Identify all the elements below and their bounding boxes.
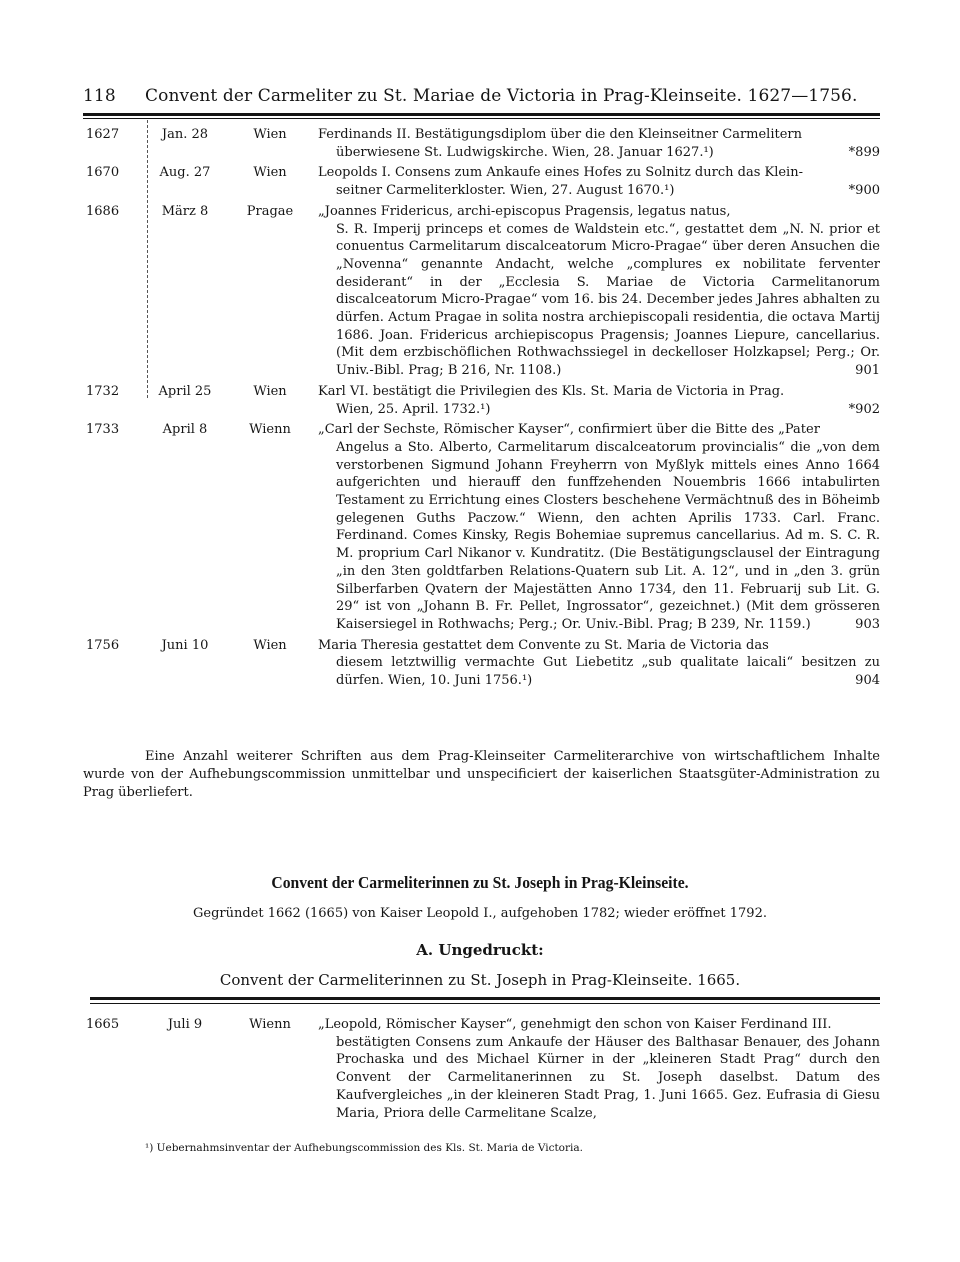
entry-number: *902 bbox=[848, 401, 880, 417]
entry-first-line: „Joannes Fridericus, archi-episcopus Pragensis, legatus natus, bbox=[318, 203, 731, 219]
entry-first-line: „Leopold, Römischer Kayser“, genehmigt den schon von Kaiser Ferdinand III. bbox=[318, 1017, 832, 1032]
entry-first-line: „Carl der Sechste, Römischer Kayser“, confirmiert über die Bitte des „Pater bbox=[318, 422, 820, 438]
section-title: Convent der Carmeliterinnen zu St. Joseph in Prag-Kleinseite. bbox=[271, 873, 689, 892]
entry-continuation: Wien, 25. April. 1732.¹) bbox=[336, 401, 491, 417]
entry-year: 1686 bbox=[86, 203, 120, 219]
entry-date: März 8 bbox=[161, 203, 209, 219]
regest-entry bbox=[80, 126, 880, 161]
entry-number: 903 bbox=[855, 616, 880, 632]
header-rule-thick bbox=[83, 113, 880, 116]
section-rule-thin bbox=[90, 1003, 880, 1004]
regest-entry bbox=[80, 383, 880, 418]
regest-entry bbox=[80, 637, 880, 690]
entry-text bbox=[310, 164, 880, 199]
entry-date: Jan. 28 bbox=[161, 127, 209, 142]
entry-place: Wienn bbox=[249, 1017, 291, 1032]
regest-list bbox=[80, 126, 880, 693]
entry-first-line: Maria Theresia gestattet dem Convente zu St. Maria de Victoria das bbox=[318, 637, 769, 653]
entry-number: 904 bbox=[855, 673, 880, 689]
running-title: Convent der Carmeliter zu St. Mariae de Victoria in Prag-Kleinseite. 1627—1756. bbox=[145, 86, 858, 106]
entry-first-line: Karl VI. bestätigt die Privilegien des Kls. St. Maria de Victoria in Prag. bbox=[318, 383, 785, 399]
entry-text bbox=[310, 1016, 880, 1122]
entry-date: April 8 bbox=[162, 422, 208, 438]
footnote: ¹) Uebernahmsinventar der Aufhebungscommission des Kls. St. Maria de Victoria. bbox=[145, 1142, 583, 1154]
entry-text bbox=[310, 126, 880, 161]
header-rule-thin bbox=[83, 118, 880, 119]
entry-place: Wienn bbox=[249, 422, 291, 438]
entry-place: Wien bbox=[253, 383, 287, 399]
entry-date: Juni 10 bbox=[161, 637, 209, 653]
entry-place: Wien bbox=[253, 165, 287, 181]
regest-entry bbox=[80, 1016, 880, 1122]
regest-list-2 bbox=[80, 1016, 880, 1125]
entry-text bbox=[310, 421, 880, 633]
entry-date: April 25 bbox=[158, 383, 212, 399]
running-head bbox=[83, 86, 883, 106]
entry-continuation: Angelus a Sto. Alberto, Carmelitarum discalceatorum provincialis“ die „von dem verstorbenen Sigmund Johann Freyherrn von Myßlyk mittels eines Anno 1664 aufgerichten und hierauff den funffzehenden Nouembris 1666 intabulirten Testament zu Errichtung eines Closters beschehene Vermächtnuß des in Böheimb gelegenen Guths Paczow.“ Wienn, den achten Aprilis 1733. Carl. Franc. Ferdinand. Comes Kinsky, Regis Bohemiae supremus cancellarius. Ad m. S. C. R. M. proprium Carl Nikanor v. Kundratitz. (Die Bestätigungsclausel der Eintragung „in den 3ten goldtfarben Relations-Quatern sub Lit. A. 12“, und in „den 3. grün Silberfarben Qvatern der Majestätten Anno 1734, den 11. Februarij sub Lit. G. 29“ ist von „Johann B. Fr. Pellet, Ingrossator“, gezeichnet.) (Mit dem grösseren Kaisersiegel in Rothwachs; Perg.; Or. Univ.-Bibl. Prag; B 239, Nr. 1159.) bbox=[336, 439, 880, 632]
page-number: 118 bbox=[83, 86, 116, 106]
entry-first-line: Ferdinands II. Bestätigungsdiplom über die den Kleinseitner Carmelitern bbox=[318, 127, 802, 142]
entry-continuation: S. R. Imperij princeps et comes de Waldstein etc.“, gestattet dem „N. N. prior et conuentus Carmelitarum discalceatorum Micro-Pragae“ über deren Ansuchen die „Novenna“ genannte Andacht, welche „complures ex nobilitate ferventer desiderant“ in der „Ecclesia S. Mariae de Victoria Carmelitanorum discalceatorum Micro-Pragae“ vom 16. bis 24. December jedes Jahres abhalten zu dürfen. Actum Pragae in solita nostra archiepiscopali residentia, die octava Martij 1686. Joan. Fridericus archiepiscopus Pragensis; Joannes Liepure, cancellarius. (Mit dem erzbischöflichen Rothwachssiegel in deckelloser Holzkapsel; Perg.; Or. Univ.-Bibl. Prag; B 216, Nr. 1108.) bbox=[336, 221, 880, 379]
section-rule-thick bbox=[90, 997, 880, 1000]
regest-entry bbox=[80, 203, 880, 380]
entry-continuation: bestätigten Consens zum Ankaufe der Häuser des Balthasar Benauer, des Johann Prochaska und des Michael Kürner in der „kleineren Stadt Prag“ durch den Convent der Carmelitanerinnen zu St. Joseph daselbst. Datum des Kaufvergleiches „in der kleineren Stadt Prag, 1. Juni 1665. Gez. Eufrasia di Giesu Maria, Priora delle Carmelitane Scalze, bbox=[336, 1034, 880, 1121]
entry-year: 1732 bbox=[86, 383, 120, 399]
entry-place: Pragae bbox=[246, 203, 294, 219]
entry-number: 901 bbox=[855, 363, 880, 379]
entry-text bbox=[310, 203, 880, 380]
entry-continuation: überwiesene St. Ludwigskirche. Wien, 28. Januar 1627.¹) bbox=[336, 144, 714, 160]
entry-continuation: seitner Carmeliterkloster. Wien, 27. August 1670.¹) bbox=[336, 183, 675, 199]
section-subtitle: Gegründet 1662 (1665) von Kaiser Leopold I., aufgehoben 1782; wieder eröffnet 1792. bbox=[193, 906, 767, 921]
entry-first-line: Leopolds I. Consens zum Ankaufe eines Hofes zu Solnitz durch das Klein- bbox=[318, 165, 803, 181]
entry-year: 1665 bbox=[86, 1017, 120, 1032]
section-part-heading: A. Ungedruckt: bbox=[416, 941, 544, 959]
entry-text bbox=[310, 383, 880, 418]
entry-date: Juli 9 bbox=[167, 1017, 203, 1032]
regest-entry bbox=[80, 164, 880, 199]
entry-year: 1627 bbox=[86, 127, 120, 142]
entry-number: *899 bbox=[848, 144, 880, 160]
entry-year: 1670 bbox=[86, 165, 120, 181]
entry-date: Aug. 27 bbox=[159, 165, 211, 181]
entry-place: Wien bbox=[253, 127, 287, 142]
entry-place: Wien bbox=[253, 637, 287, 653]
regest-entry bbox=[80, 421, 880, 633]
entry-text bbox=[310, 637, 880, 690]
entry-year: 1756 bbox=[86, 637, 120, 653]
entry-number: *900 bbox=[848, 183, 880, 199]
section-list-heading: Convent der Carmeliterinnen zu St. Joseph in Prag-Kleinseite. 1665. bbox=[219, 971, 741, 989]
entry-year: 1733 bbox=[86, 422, 120, 438]
closing-remark: Eine Anzahl weiterer Schriften aus dem Prag-Kleinseiter Carmeliterarchive von wirtschaftlichem Inhalte wurde von der Aufhebungscommission unmittelbar und unspecificiert der kaiserlichen Staatsgüter-Administration zu Prag überliefert. bbox=[83, 749, 880, 800]
entry-continuation: diesem letztwillig vermachte Gut Liebetitz „sub qualitate laicali“ besitzen zu dürfen. Wien, 10. Juni 1756.¹) bbox=[336, 655, 880, 689]
